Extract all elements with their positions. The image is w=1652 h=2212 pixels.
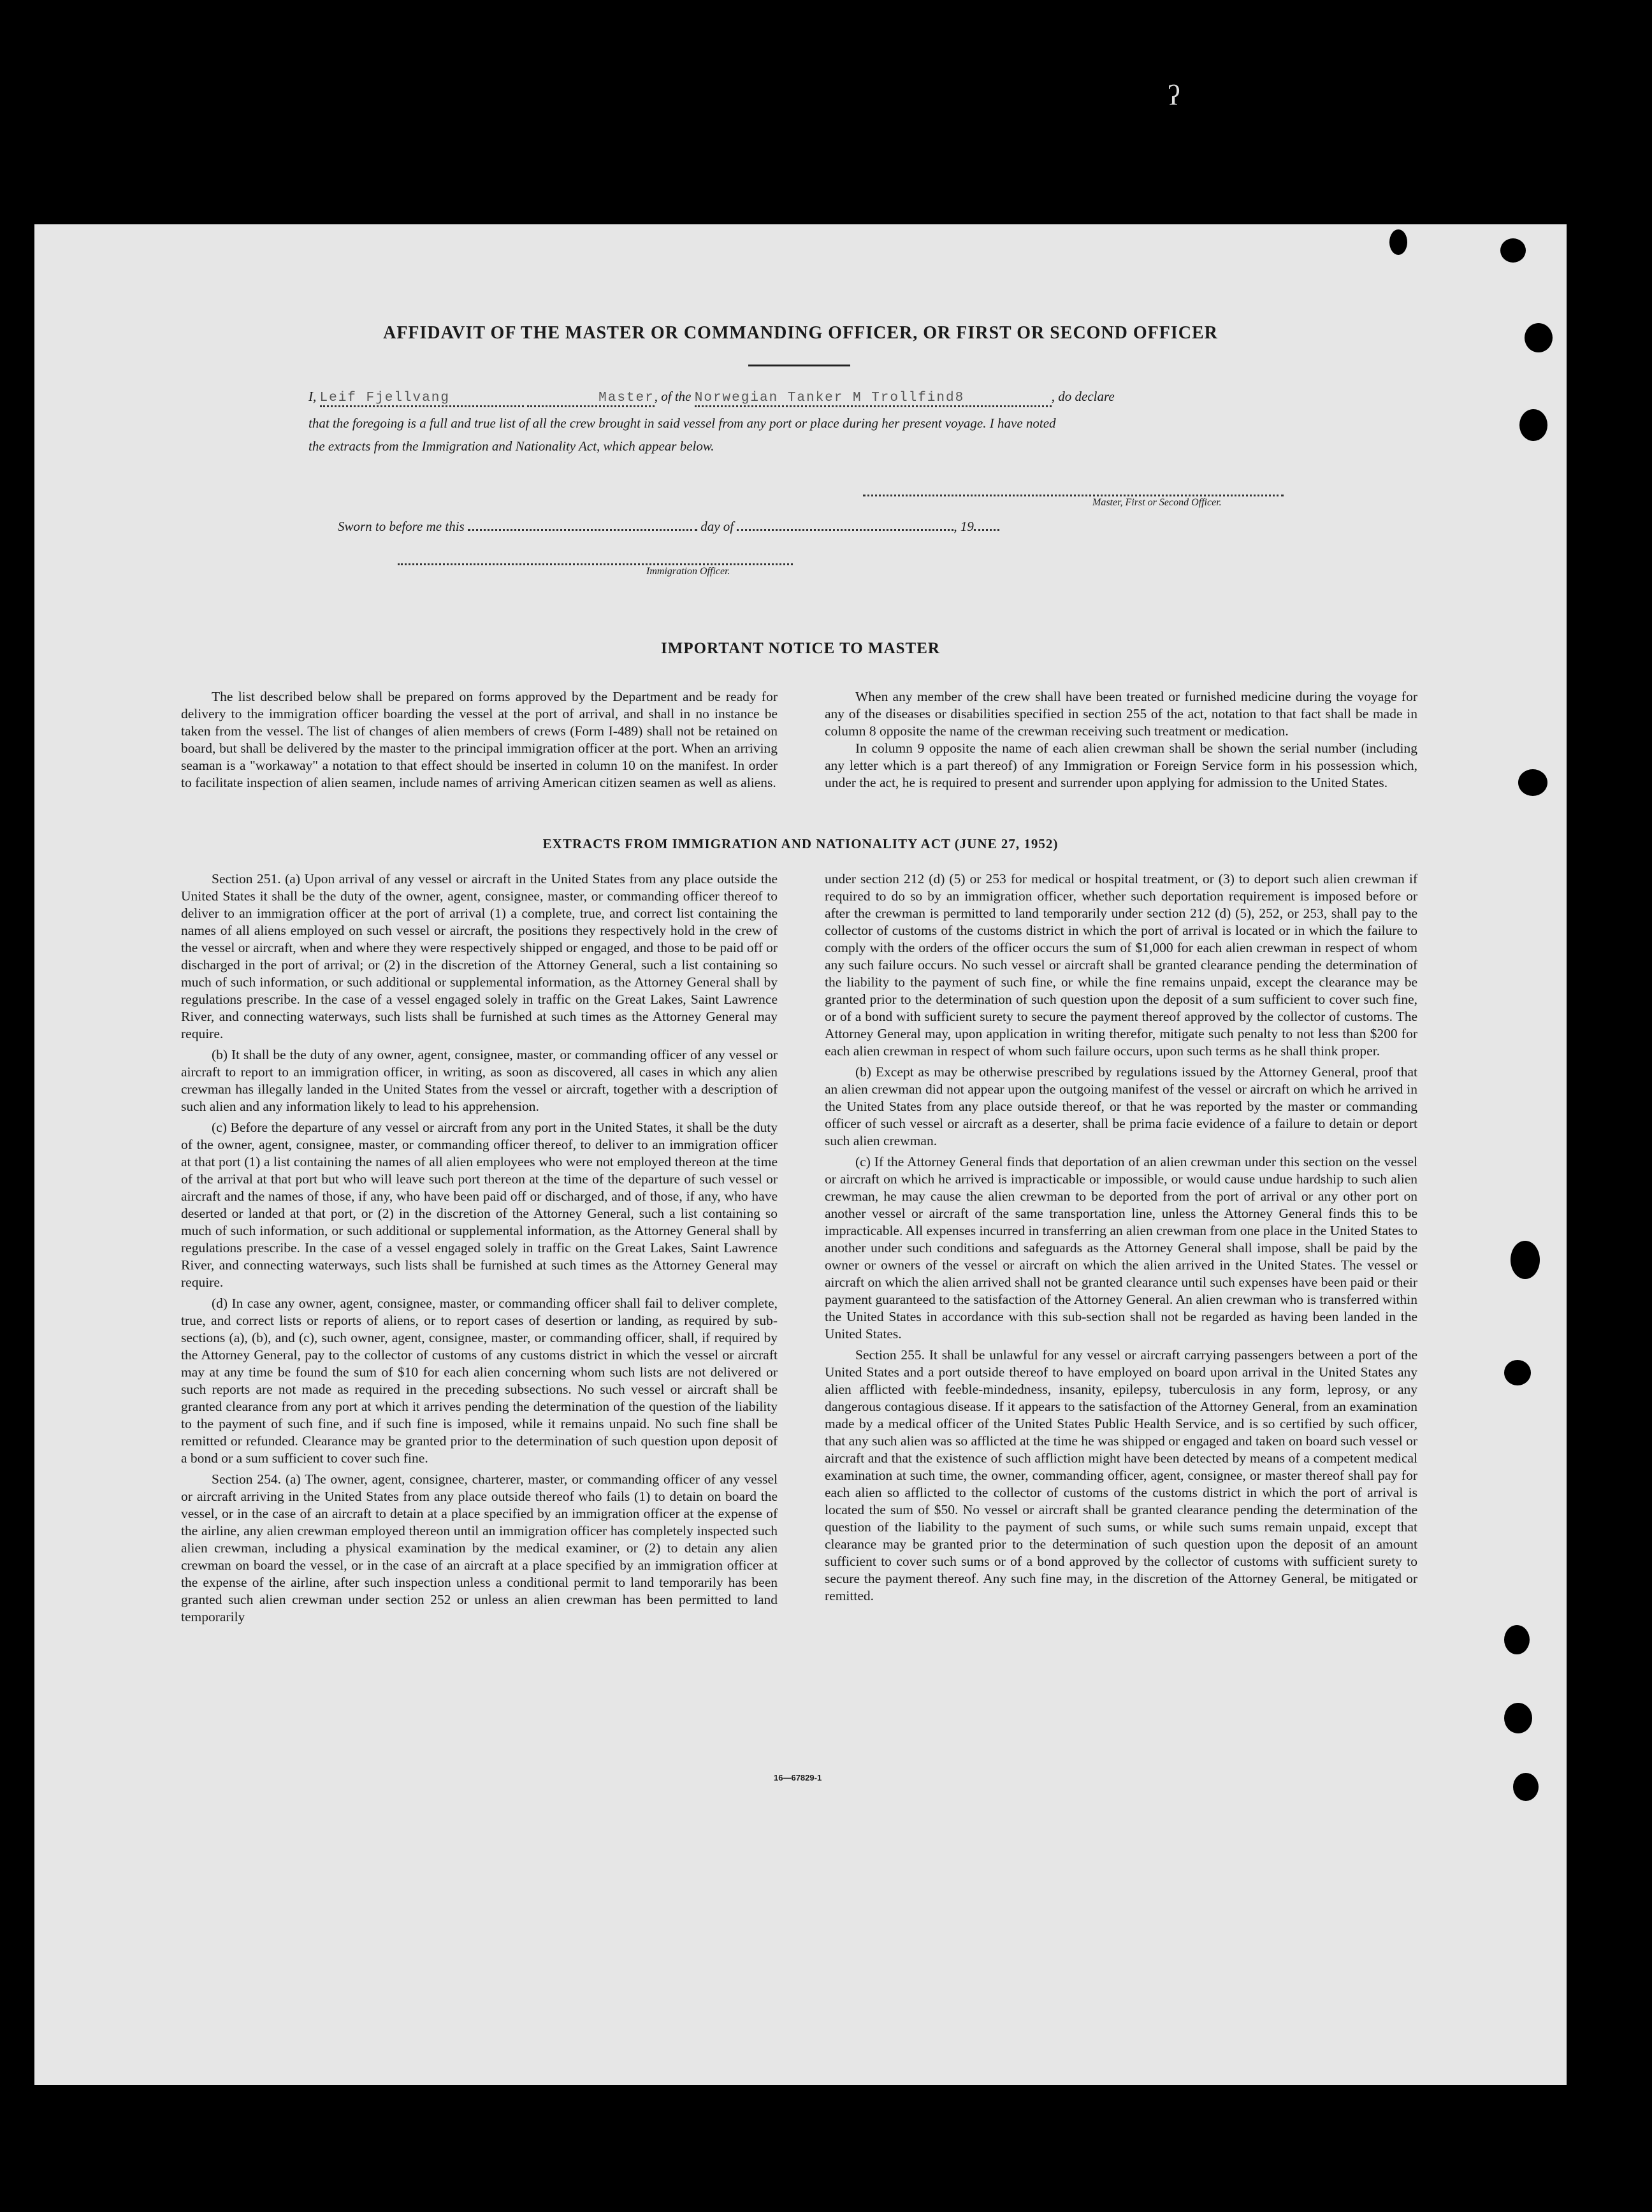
- declaration-text-1: that the foregoing is a full and true list of all the crew brought in said vessel from any port or place during her present voyage. I have noted: [308, 416, 1056, 431]
- notice-right-column: [825, 688, 1417, 792]
- section-254-a: Section 254. (a) The owner, agent, consignee, charterer, master, or commanding officer of any vessel or aircraft arriving in the United States from any place outside thereof who fails (1) to detain on board the vessel, or in the case of an aircraft to detain at a place specified by an immigration officer at the expense of the airline, any alien crewman employed thereon until an immigration officer has completely inspected such alien crewman, including a physical examination by the medical examiner, or (2) to detain any alien crewman on board the vessel, or in the case of an aircraft at a place specified by an immigration officer at the expense of the airline, after such inspection unless a conditional permit to land temporarily has been granted such alien crewman under section 252 or unless an alien crewman has been permitted to land temporarily: [181, 1471, 778, 1624]
- year-field[interactable]: [974, 529, 999, 531]
- section-254-c: (c) If the Attorney General finds that deportation of an alien crewman under this section on the vessel or aircraft on which he arrived is impracticable or impossible, or would cause undue hardship to such alien crewman, he may cause the alien crewman to be deported from the port of arrival or any other port on another vessel or aircraft of the same transportation line, unless the Attorney General finds this to be impracticable. All expenses incurred in transferring an alien crewman from one place in the United States to another under such conditions and safeguards as the Attorney General shall impose, shall be paid by the owner or owners of the vessel or aircraft on which the alien arrived in the United States. The vessel or aircraft on which the alien arrived shall not be granted clearance until such expenses have been paid or their payment guaranteed to the satisfaction of the Attorney General. An alien crewman who is transferred within the United States in accordance with this sub-section shall not be regarded as having been landed in the United States.: [825, 1154, 1417, 1341]
- immigration-officer-caption: Immigration Officer.: [646, 566, 730, 577]
- i-label: I,: [308, 389, 317, 404]
- do-declare-label: , do declare: [1051, 389, 1115, 404]
- affidavit-title: AFFIDAVIT OF THE MASTER OR COMMANDING OFFICER, OR FIRST OR SECOND OFFICER: [383, 323, 1218, 343]
- section-255: Section 255. It shall be unlawful for any vessel or aircraft carrying passengers between a port of the United States and a port outside thereof to have employed on board upon arrival in the United States any alien afflicted with feeble-mindedness, insanity, epilepsy, tuberculosis in any form, leprosy, or any dangerous contagious disease. If it appears to the satisfaction of the Attorney General, from an examination made by a medical officer of the United States Public Health Service, and is so certified by such officer, that any such alien was so afflicted at the time he was shipped or engaged and taken on board such vessel or aircraft and that the existence of such affliction might have been detected by means of a competent medical examination at such time, the owner, commanding officer, agent, consignee, or master thereof shall pay for each alien so afflicted to the collector of customs of the customs district in which the port of arrival is located the sum of $50. No vessel or aircraft shall be granted clearance pending the determination of the question of the liability to the payment of such sums, or while such sums remain unpaid, except that clearance may be granted prior to the determination of such question upon the deposit of an amount sufficient to cover such sums or of a bond approved by the collector of customs with sufficient surety to secure the payment thereof. Any such fine may, in the discretion of the Attorney General, be mitigated or remitted.: [825, 1347, 1417, 1603]
- stray-mark: ʔ: [1168, 80, 1180, 111]
- notice-right-paragraph-1: When any member of the crew shall have been treated or furnished medicine during the voyage for any of the diseases or disabilities specified in section 255 of the act, notation to that fact shall be made in column 8 opposite the name of the crewman receiving such treatment or medication.: [825, 689, 1417, 739]
- section-251-d: (d) In case any owner, agent, consignee, master, or commanding officer shall fail to deliver complete, true, and correct lists or reports of aliens, or to report cases of desertion or landing, as required by sub-sections (a), (b), and (c), such owner, agent, consignee, master, or commanding officer, shall, if required by the Attorney General, pay to the collector of customs of any customs district in which the vessel or aircraft may at any time be found the sum of $10 for each alien concerning whom such lists are not delivered or such reports are not made as required in the preceding subsections. No such vessel or aircraft shall be granted clearance from any port at which it arrives pending the determination of the question of the liability to the payment of such fine, and if such fine is imposed, while it remains unpaid. No such fine shall be remitted or refunded. Clearance may be granted prior to the determination of such question upon deposit of a bond or a sum sufficient to cover such fine.: [181, 1296, 778, 1466]
- punch-hole: [1513, 1773, 1539, 1801]
- extracts-left-column: [181, 871, 778, 1630]
- punch-hole: [1519, 409, 1547, 441]
- section-254-a-continued: under section 212 (d) (5) or 253 for medical or hospital treatment, or (3) to deport such alien crewman if required to do so by an immigration officer, whether such deportation requirement is imposed before or after the crewman is permitted to land temporarily under section 212 (d) (5), 252, or 253, shall pay to the collector of customs of the customs district in which the port of arrival is located or in which the failure to comply with the orders of the officer occurs the sum of $1,000 for each alien crewman in respect of whom any such failure occurs. No such vessel or aircraft shall be granted clearance pending the determination of the liability to the payment of such fine, or while the fine remains unpaid, except the clearance may be granted prior to the determination of such question upon the deposit of a sum sufficient to cover such fine, or of a bond with sufficient surety to secure the payment thereof approved by the collector of customs. The Attorney General may, upon application in writing therefor, mitigate such penalty to not less than $200 for each alien crewman in respect of whom such failure occurs, upon such terms as he shall think proper.: [825, 871, 1417, 1059]
- master-signature-line[interactable]: [863, 495, 1284, 496]
- section-251-c: (c) Before the departure of any vessel or aircraft from any port in the United States, it shall be the duty of the owner, agent, consignee, master, or commanding officer thereof, to deliver to an immigration officer at that port (1) a list containing the names of all alien employees who were not employed thereon at the time of the arrival at that port but who will leave such port thereon at the time of the departure of such vessel or aircraft and the names of those, if any, who have been paid off or discharged, and of those, if any, who have deserted or landed at that port, or (2) in the discretion of the Attorney General, such a list containing so much of such information, or such additional or supplemental information, as the Attorney General shall by regulations prescribe. In the case of a vessel engaged solely in traffic on the Great Lakes, Saint Lawrence River, and connecting waterways, such lists shall be furnished at such times as the Attorney General may require.: [181, 1120, 778, 1290]
- sworn-label: Sworn to before me this: [338, 519, 465, 534]
- punch-hole: [1504, 1703, 1532, 1733]
- section-254-b: (b) Except as may be otherwise prescribed by regulations issued by the Attorney General, proof that an alien crewman did not appear upon the outgoing manifest of the vessel or aircraft on which he arrived in the United States from any place outside thereof, or that he was reported by the master or commanding officer of such vessel or aircraft as a deserter, shall be prima facie evidence of a failure to detain or deport such alien crewman.: [825, 1064, 1417, 1148]
- year-prefix: , 19: [953, 519, 974, 534]
- extracts-right-column: [825, 871, 1417, 1608]
- title-rule: [748, 365, 850, 366]
- sworn-date-field[interactable]: [468, 529, 697, 531]
- sworn-line: [338, 519, 1230, 535]
- punch-hole: [1389, 229, 1407, 255]
- master-signature-caption: Master, First or Second Officer.: [1092, 497, 1222, 508]
- document-page: [34, 224, 1567, 2085]
- section-251-b: (b) It shall be the duty of any owner, agent, consignee, master, or commanding officer of any vessel or aircraft to report to an immigration officer, in writing, as soon as discovered, all cases in which any alien crewman has illegally landed in the United States from the vessel or aircraft, together with a description of such alien and any information likely to lead to his apprehension.: [181, 1047, 778, 1114]
- punch-hole: [1518, 769, 1547, 796]
- notice-left-column: [181, 688, 778, 792]
- of-the-label: , of the: [654, 389, 692, 404]
- notice-title: IMPORTANT NOTICE TO MASTER: [661, 640, 940, 657]
- punch-hole: [1504, 1625, 1530, 1654]
- day-of-label: day of: [700, 519, 734, 534]
- notice-right-paragraph-2: In column 9 opposite the name of each alien crewman shall be shown the serial number (including any letter which is a part thereof) of any Immigration or Foreign Service form in his possession which, under the act, he is required to present and surrender upon applying for admission to the United States.: [825, 741, 1417, 790]
- declaration-line: [308, 389, 1328, 407]
- immigration-officer-signature-line[interactable]: [398, 563, 793, 565]
- officer-rank-field[interactable]: Master: [527, 391, 655, 407]
- extracts-title: EXTRACTS FROM IMMIGRATION AND NATIONALITY ACT (JUNE 27, 1952): [542, 836, 1059, 851]
- vessel-name-field[interactable]: Norwegian Tanker M Trollfind8: [695, 391, 1052, 407]
- form-number: 16—67829-1: [774, 1773, 822, 1782]
- punch-hole: [1511, 1241, 1540, 1279]
- declaration-text-2: the extracts from the Immigration and Nationality Act, which appear below.: [308, 438, 714, 454]
- month-field[interactable]: [737, 529, 953, 531]
- officer-name-field[interactable]: Leif Fjellvang: [320, 391, 524, 407]
- section-251-a: Section 251. (a) Upon arrival of any vessel or aircraft in the United States from any place outside the United States it shall be the duty of the owner, agent, consignee, master, or commanding officer thereof to deliver to an immigration officer at the port of arrival (1) a complete, true, and correct list containing the names of all aliens employed on such vessel or aircraft, the positions they respectively hold in the crew of the vessel or aircraft, when and where they were respectively shipped or engaged, and those to be paid off or discharged in the port of arrival; or (2) in the discretion of the Attorney General, such a list containing so much of such information, or such additional or supplemental information, as the Attorney General shall by regulations prescribe. In the case of a vessel engaged solely in traffic on the Great Lakes, Saint Lawrence River, and connecting waterways, such lists shall be furnished at such times as the Attorney General may require.: [181, 871, 778, 1041]
- punch-hole: [1500, 238, 1526, 263]
- punch-hole: [1504, 1360, 1531, 1385]
- notice-left-paragraph: The list described below shall be prepared on forms approved by the Department and be ready for delivery to the immigration officer boarding the vessel at the port of arrival, and shall in no instance be taken from the vessel. The list of changes of alien members of crews (Form I-489) shall not be retained on board, but shall be delivered by the master to the principal immigration officer at the port. When an arriving seaman is a "workaway" a notation to that effect should be inserted in column 10 on the manifest. In order to facilitate inspection of alien seamen, include names of arriving American citizen seamen as well as aliens.: [181, 689, 778, 790]
